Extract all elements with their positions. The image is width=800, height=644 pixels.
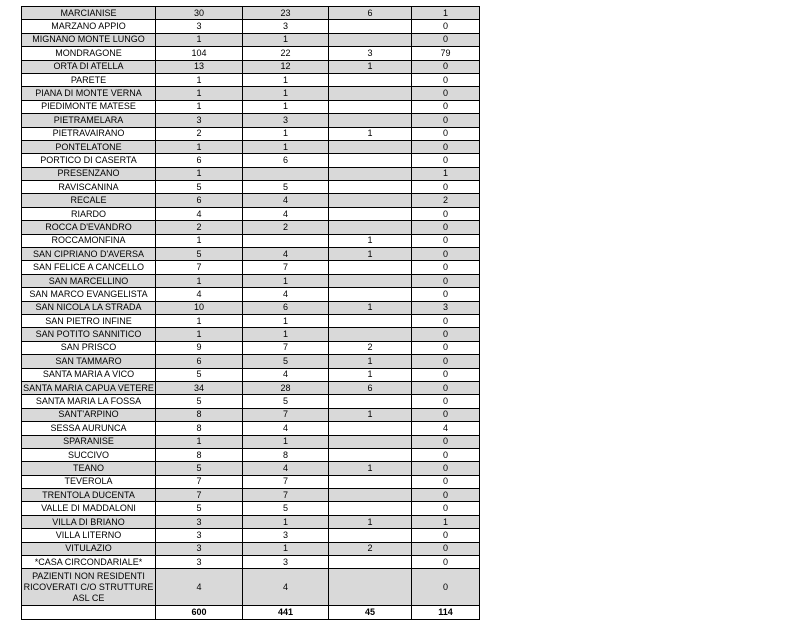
home-isolation-cell: 1	[243, 87, 329, 100]
home-isolation-cell: 4	[243, 368, 329, 381]
table-row	[22, 435, 480, 448]
total-cases-cell: 8	[156, 408, 243, 421]
municipality-name-cell: MIGNANO MONTE LUNGO	[22, 33, 156, 46]
table-row	[22, 47, 480, 60]
table-row	[22, 462, 480, 475]
table-row	[22, 167, 480, 180]
hospitalized-cell	[329, 181, 412, 194]
total-cases-cell: 104	[156, 47, 243, 60]
table-row	[22, 328, 480, 341]
home-isolation-cell: 3	[243, 20, 329, 33]
hospitalized-cell: 2	[329, 542, 412, 555]
recovered-cell: 0	[412, 462, 480, 475]
municipality-name-cell: SAN POTITO SANNITICO	[22, 328, 156, 341]
table-row	[22, 489, 480, 502]
table-row	[22, 87, 480, 100]
home-isolation-cell: 7	[243, 408, 329, 421]
total-cases-cell: 5	[156, 248, 243, 261]
table-row	[22, 207, 480, 220]
home-isolation-cell: 4	[243, 194, 329, 207]
municipality-name-cell: SAN MARCELLINO	[22, 274, 156, 287]
recovered-cell: 0	[412, 395, 480, 408]
recovered-cell: 0	[412, 314, 480, 327]
municipality-name-cell: SAN PRISCO	[22, 341, 156, 354]
hospitalized-cell: 6	[329, 381, 412, 394]
hospitalized-cell: 1	[329, 301, 412, 314]
municipality-name-cell: PONTELATONE	[22, 140, 156, 153]
recovered-cell: 0	[412, 542, 480, 555]
home-isolation-cell: 2	[243, 221, 329, 234]
hospitalized-cell	[329, 502, 412, 515]
table-row	[22, 301, 480, 314]
recovered-cell: 0	[412, 489, 480, 502]
recovered-cell: 0	[412, 207, 480, 220]
home-isolation-cell: 7	[243, 489, 329, 502]
recovered-cell: 1	[412, 515, 480, 528]
hospitalized-cell	[329, 422, 412, 435]
recovered-cell: 0	[412, 274, 480, 287]
municipality-name-cell: ROCCAMONFINA	[22, 234, 156, 247]
hospitalized-cell	[329, 529, 412, 542]
home-isolation-cell: 5	[243, 355, 329, 368]
table-row	[22, 569, 480, 606]
total-cases-cell: 3	[156, 529, 243, 542]
municipality-name-cell: MARZANO APPIO	[22, 20, 156, 33]
hospitalized-cell: 1	[329, 368, 412, 381]
municipality-name-cell: SAN PIETRO INFINE	[22, 314, 156, 327]
home-isolation-cell	[243, 234, 329, 247]
table-row	[22, 114, 480, 127]
table-row	[22, 408, 480, 421]
recovered-cell: 1	[412, 167, 480, 180]
total-cases-cell: 1	[156, 167, 243, 180]
total-home-isolation-cell: 441	[243, 606, 329, 620]
table-row	[22, 502, 480, 515]
hospitalized-cell: 2	[329, 341, 412, 354]
total-cases-cell: 1	[156, 435, 243, 448]
table-row	[22, 20, 480, 33]
recovered-cell: 0	[412, 569, 480, 606]
total-cases-cell: 34	[156, 381, 243, 394]
home-isolation-cell: 1	[243, 274, 329, 287]
home-isolation-cell: 4	[243, 569, 329, 606]
home-isolation-cell: 1	[243, 33, 329, 46]
home-isolation-cell: 28	[243, 381, 329, 394]
total-cases-cell: 1	[156, 234, 243, 247]
table-row	[22, 448, 480, 461]
recovered-cell: 0	[412, 114, 480, 127]
municipality-name-cell: PIANA DI MONTE VERNA	[22, 87, 156, 100]
municipality-name-cell: RIARDO	[22, 207, 156, 220]
home-isolation-cell: 4	[243, 422, 329, 435]
table-row	[22, 368, 480, 381]
home-isolation-cell: 6	[243, 154, 329, 167]
recovered-cell: 0	[412, 221, 480, 234]
hospitalized-cell: 1	[329, 355, 412, 368]
municipality-name-cell: RECALE	[22, 194, 156, 207]
total-cases-cell: 6	[156, 194, 243, 207]
recovered-cell: 0	[412, 288, 480, 301]
hospitalized-cell: 1	[329, 462, 412, 475]
municipality-name-cell: PAZIENTI NON RESIDENTI RICOVERATI C/O STRUTTURE ASL CE	[22, 569, 156, 606]
home-isolation-cell: 1	[243, 435, 329, 448]
table-row	[22, 127, 480, 140]
recovered-cell: 0	[412, 181, 480, 194]
table-row	[22, 248, 480, 261]
home-isolation-cell: 4	[243, 462, 329, 475]
table-row	[22, 542, 480, 555]
municipality-name-cell: TEANO	[22, 462, 156, 475]
hospitalized-cell	[329, 261, 412, 274]
total-cases-cell: 30	[156, 7, 243, 20]
municipality-name-cell: PIETRAVAIRANO	[22, 127, 156, 140]
municipality-name-cell: SAN TAMMARO	[22, 355, 156, 368]
home-isolation-cell: 1	[243, 73, 329, 86]
total-cases-cell: 8	[156, 448, 243, 461]
municipality-name-cell: SANT'ARPINO	[22, 408, 156, 421]
hospitalized-cell: 1	[329, 234, 412, 247]
home-isolation-cell: 8	[243, 448, 329, 461]
total-cases-cell: 5	[156, 368, 243, 381]
hospitalized-cell	[329, 114, 412, 127]
hospitalized-cell	[329, 194, 412, 207]
table-row	[22, 140, 480, 153]
total-cases-cell: 3	[156, 542, 243, 555]
hospitalized-cell	[329, 73, 412, 86]
home-isolation-cell: 1	[243, 328, 329, 341]
recovered-cell: 0	[412, 248, 480, 261]
recovered-cell: 79	[412, 47, 480, 60]
home-isolation-cell: 6	[243, 301, 329, 314]
hospitalized-cell	[329, 435, 412, 448]
total-cases-cell: 3	[156, 515, 243, 528]
home-isolation-cell: 1	[243, 100, 329, 113]
total-cases-cell: 1	[156, 274, 243, 287]
recovered-cell: 0	[412, 355, 480, 368]
recovered-cell: 0	[412, 234, 480, 247]
table-row	[22, 288, 480, 301]
recovered-cell: 0	[412, 529, 480, 542]
recovered-cell: 0	[412, 140, 480, 153]
hospitalized-cell: 1	[329, 515, 412, 528]
hospitalized-cell	[329, 20, 412, 33]
table-row	[22, 529, 480, 542]
total-cases-cell: 1	[156, 140, 243, 153]
table-row	[22, 314, 480, 327]
total-cases-cell: 3	[156, 20, 243, 33]
recovered-cell: 0	[412, 127, 480, 140]
total-municipality-name-cell	[22, 606, 156, 620]
home-isolation-cell: 12	[243, 60, 329, 73]
total-cases-cell: 13	[156, 60, 243, 73]
home-isolation-cell: 1	[243, 140, 329, 153]
home-isolation-cell: 7	[243, 341, 329, 354]
home-isolation-cell: 22	[243, 47, 329, 60]
municipality-name-cell: SAN FELICE A CANCELLO	[22, 261, 156, 274]
municipality-name-cell: ORTA DI ATELLA	[22, 60, 156, 73]
total-cases-cell: 5	[156, 181, 243, 194]
total-cases-cell: 1	[156, 73, 243, 86]
recovered-cell: 0	[412, 341, 480, 354]
total-hospitalized-cell: 45	[329, 606, 412, 620]
municipality-name-cell: SANTA MARIA CAPUA VETERE	[22, 381, 156, 394]
total-cases-cell: 4	[156, 569, 243, 606]
home-isolation-cell	[243, 167, 329, 180]
table-row	[22, 73, 480, 86]
municipality-name-cell: PIEDIMONTE MATESE	[22, 100, 156, 113]
home-isolation-cell: 7	[243, 261, 329, 274]
hospitalized-cell: 3	[329, 47, 412, 60]
home-isolation-cell: 3	[243, 556, 329, 569]
total-cases-cell: 5	[156, 462, 243, 475]
municipality-name-cell: PIETRAMELARA	[22, 114, 156, 127]
hospitalized-cell	[329, 100, 412, 113]
total-cases-cell: 4	[156, 288, 243, 301]
hospitalized-cell	[329, 556, 412, 569]
municipality-name-cell: PRESENZANO	[22, 167, 156, 180]
total-cases-cell: 8	[156, 422, 243, 435]
total-cases-cell: 6	[156, 355, 243, 368]
table-row	[22, 261, 480, 274]
total-cases-cell: 3	[156, 556, 243, 569]
total-cases-cell: 9	[156, 341, 243, 354]
hospitalized-cell	[329, 140, 412, 153]
hospitalized-cell	[329, 207, 412, 220]
municipality-name-cell: ROCCA D'EVANDRO	[22, 221, 156, 234]
municipality-name-cell: TRENTOLA DUCENTA	[22, 489, 156, 502]
municipality-name-cell: RAVISCANINA	[22, 181, 156, 194]
table-row	[22, 154, 480, 167]
table-row	[22, 274, 480, 287]
hospitalized-cell	[329, 395, 412, 408]
home-isolation-cell: 5	[243, 181, 329, 194]
total-cases-cell: 10	[156, 301, 243, 314]
table-row	[22, 515, 480, 528]
home-isolation-cell: 4	[243, 207, 329, 220]
recovered-cell: 0	[412, 87, 480, 100]
total-recovered-cell: 114	[412, 606, 480, 620]
total-cases-cell: 6	[156, 154, 243, 167]
table-row	[22, 355, 480, 368]
recovered-cell: 0	[412, 475, 480, 488]
municipality-name-cell: SANTA MARIA LA FOSSA	[22, 395, 156, 408]
table-row	[22, 100, 480, 113]
total-cases-cell: 1	[156, 314, 243, 327]
municipality-name-cell: SESSA AURUNCA	[22, 422, 156, 435]
recovered-cell: 0	[412, 502, 480, 515]
home-isolation-cell: 4	[243, 288, 329, 301]
municipality-name-cell: SAN MARCO EVANGELISTA	[22, 288, 156, 301]
recovered-cell: 0	[412, 100, 480, 113]
recovered-cell: 0	[412, 261, 480, 274]
table-row	[22, 221, 480, 234]
hospitalized-cell	[329, 221, 412, 234]
total-total-cases-cell: 600	[156, 606, 243, 620]
municipality-name-cell: SAN CIPRIANO D'AVERSA	[22, 248, 156, 261]
municipality-cases-table	[21, 6, 480, 620]
recovered-cell: 2	[412, 194, 480, 207]
municipality-name-cell: PORTICO DI CASERTA	[22, 154, 156, 167]
hospitalized-cell	[329, 328, 412, 341]
data-table-container	[21, 6, 480, 620]
municipality-name-cell: SUCCIVO	[22, 448, 156, 461]
table-row	[22, 234, 480, 247]
total-cases-cell: 3	[156, 114, 243, 127]
home-isolation-cell: 23	[243, 7, 329, 20]
home-isolation-cell: 7	[243, 475, 329, 488]
home-isolation-cell: 4	[243, 248, 329, 261]
table-row	[22, 475, 480, 488]
recovered-cell: 0	[412, 73, 480, 86]
total-cases-cell: 4	[156, 207, 243, 220]
total-cases-cell: 1	[156, 33, 243, 46]
recovered-cell: 0	[412, 33, 480, 46]
hospitalized-cell	[329, 154, 412, 167]
recovered-cell: 0	[412, 368, 480, 381]
home-isolation-cell: 1	[243, 127, 329, 140]
recovered-cell: 4	[412, 422, 480, 435]
municipality-name-cell: MARCIANISE	[22, 7, 156, 20]
municipality-name-cell: TEVEROLA	[22, 475, 156, 488]
recovered-cell: 0	[412, 448, 480, 461]
recovered-cell: 0	[412, 154, 480, 167]
municipality-name-cell: SAN NICOLA LA STRADA	[22, 301, 156, 314]
municipality-name-cell: VILLA LITERNO	[22, 529, 156, 542]
home-isolation-cell: 1	[243, 314, 329, 327]
hospitalized-cell: 6	[329, 7, 412, 20]
total-cases-cell: 2	[156, 127, 243, 140]
totals-row	[22, 606, 480, 620]
recovered-cell: 0	[412, 60, 480, 73]
table-row	[22, 7, 480, 20]
table-row	[22, 381, 480, 394]
home-isolation-cell: 1	[243, 542, 329, 555]
table-row	[22, 181, 480, 194]
hospitalized-cell	[329, 489, 412, 502]
table-row	[22, 60, 480, 73]
home-isolation-cell: 3	[243, 529, 329, 542]
total-cases-cell: 5	[156, 502, 243, 515]
table-row	[22, 556, 480, 569]
recovered-cell: 0	[412, 20, 480, 33]
hospitalized-cell	[329, 87, 412, 100]
hospitalized-cell	[329, 475, 412, 488]
hospitalized-cell	[329, 448, 412, 461]
hospitalized-cell	[329, 288, 412, 301]
table-row	[22, 33, 480, 46]
home-isolation-cell: 5	[243, 502, 329, 515]
home-isolation-cell: 3	[243, 114, 329, 127]
total-cases-cell: 7	[156, 489, 243, 502]
recovered-cell: 0	[412, 328, 480, 341]
table-row	[22, 194, 480, 207]
hospitalized-cell: 1	[329, 60, 412, 73]
municipality-name-cell: VALLE DI MADDALONI	[22, 502, 156, 515]
total-cases-cell: 1	[156, 100, 243, 113]
recovered-cell: 3	[412, 301, 480, 314]
total-cases-cell: 5	[156, 395, 243, 408]
table-row	[22, 422, 480, 435]
total-cases-cell: 7	[156, 261, 243, 274]
municipality-name-cell: *CASA CIRCONDARIALE*	[22, 556, 156, 569]
municipality-name-cell: PARETE	[22, 73, 156, 86]
municipality-name-cell: MONDRAGONE	[22, 47, 156, 60]
hospitalized-cell	[329, 33, 412, 46]
recovered-cell: 1	[412, 7, 480, 20]
hospitalized-cell: 1	[329, 248, 412, 261]
hospitalized-cell	[329, 167, 412, 180]
recovered-cell: 0	[412, 408, 480, 421]
recovered-cell: 0	[412, 556, 480, 569]
total-cases-cell: 1	[156, 328, 243, 341]
table-body	[22, 7, 480, 620]
total-cases-cell: 7	[156, 475, 243, 488]
table-row	[22, 395, 480, 408]
recovered-cell: 0	[412, 381, 480, 394]
total-cases-cell: 2	[156, 221, 243, 234]
home-isolation-cell: 1	[243, 515, 329, 528]
home-isolation-cell: 5	[243, 395, 329, 408]
municipality-name-cell: VILLA DI BRIANO	[22, 515, 156, 528]
hospitalized-cell	[329, 274, 412, 287]
total-cases-cell: 1	[156, 87, 243, 100]
municipality-name-cell: SPARANISE	[22, 435, 156, 448]
recovered-cell: 0	[412, 435, 480, 448]
municipality-name-cell: SANTA MARIA A VICO	[22, 368, 156, 381]
hospitalized-cell	[329, 314, 412, 327]
table-row	[22, 341, 480, 354]
hospitalized-cell: 1	[329, 127, 412, 140]
hospitalized-cell	[329, 569, 412, 606]
hospitalized-cell: 1	[329, 408, 412, 421]
municipality-name-cell: VITULAZIO	[22, 542, 156, 555]
